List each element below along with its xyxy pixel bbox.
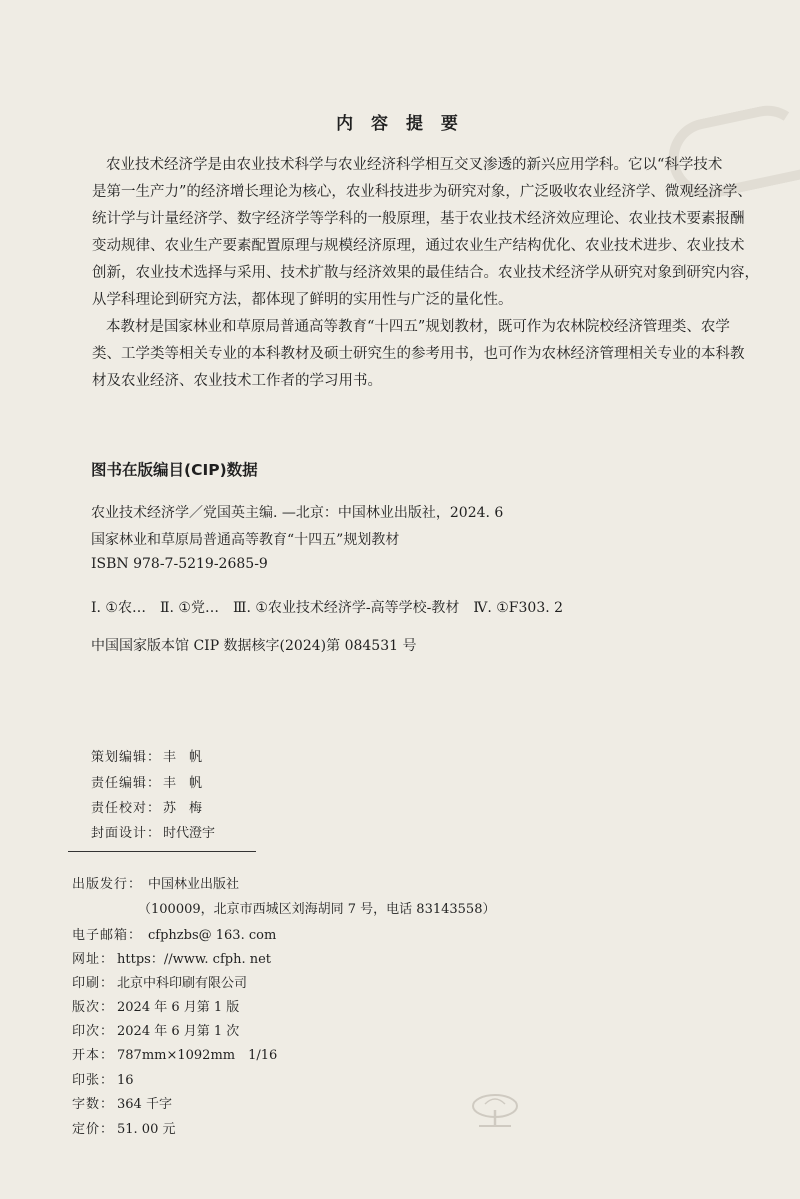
pub-row (72, 1069, 134, 1088)
credit-value: 苏 梅 (163, 801, 203, 816)
pub-row (72, 1020, 239, 1039)
pub-value: 787mm×1092mm 1/16 (117, 1048, 278, 1063)
cip-record-number: 中国国家版本馆 CIP 数据核字(2024)第 084531 号 (91, 638, 417, 654)
pub-value: 中国林业出版社 (148, 877, 240, 892)
summary-line: 农业技术经济学是由农业技术科学与农业经济科学相互交叉渗透的新兴应用学科。它以“科学技术 (106, 157, 723, 173)
pub-value: cfphzbs@ 163. com (148, 928, 277, 943)
pub-label: 印刷： (72, 976, 115, 991)
intro-line: 本教材是国家林业和草原局普通高等教育“十四五”规划教材，既可作为农林院校经济管理类、农学 (106, 319, 730, 335)
pub-label: 出版发行： (72, 877, 143, 892)
pub-value: 16 (117, 1073, 134, 1088)
pub-value: 51. 00 元 (117, 1122, 176, 1137)
pub-value: 364 千字 (117, 1097, 172, 1112)
pub-label: 开本： (72, 1048, 115, 1063)
pub-label: 印次： (72, 1024, 115, 1039)
credit-label: 策划编辑： (91, 750, 162, 765)
pub-value: 北京中科印刷有限公司 (117, 976, 248, 991)
summary-line: 从学科理论到研究方法，都体现了鲜明的实用性与广泛的量化性。 (92, 292, 513, 308)
cip-classification: Ⅰ. ①农… Ⅱ. ①党… Ⅲ. ①农业技术经济学-高等学校-教材 Ⅳ. ①F303. 2 (91, 600, 564, 616)
cip-line: 农业技术经济学／党国英主编. —北京：中国林业出版社，2024. 6 (91, 505, 504, 521)
credit-value: 丰 帆 (163, 776, 203, 791)
credit-value: 时代澄宇 (163, 826, 216, 841)
pub-row (72, 996, 239, 1015)
tree-logo-icon (455, 1092, 535, 1128)
pub-label: 版次： (72, 1000, 115, 1015)
pub-row (72, 924, 276, 943)
summary-heading: 内 容 提 要 (336, 114, 464, 134)
credit-row (91, 822, 215, 841)
pub-label: 网址： (72, 952, 115, 967)
cip-isbn: ISBN 978-7-5219-2685-9 (91, 556, 268, 572)
pub-row (72, 972, 247, 991)
intro-line: 类、工学类等相关专业的本科教材及硕士研究生的参考用书，也可作为农林经济管理相关专业的本科教 (92, 346, 745, 362)
pub-row (138, 898, 495, 917)
summary-line: 变动规律、农业生产要素配置原理与规模经济原理，通过农业生产结构优化、农业技术进步、农业技术 (92, 238, 745, 254)
credit-label: 封面设计： (91, 826, 162, 841)
pub-row (72, 1118, 175, 1137)
pub-value: 2024 年 6 月第 1 版 (117, 1000, 240, 1015)
pub-row (72, 948, 271, 967)
credit-row (91, 797, 202, 816)
pub-label: 印张： (72, 1073, 115, 1088)
pub-row (72, 1093, 172, 1112)
intro-line: 材及农业经济、农业技术工作者的学习用书。 (92, 373, 382, 389)
pub-label: 电子邮箱： (72, 928, 143, 943)
pub-label: 字数： (72, 1097, 115, 1112)
cip-title: 图书在版编目(CIP)数据 (91, 461, 258, 479)
pub-address: （100009，北京市西城区刘海胡同 7 号，电话 83143558） (138, 902, 496, 917)
pub-label: 定价： (72, 1122, 115, 1137)
pub-row (72, 873, 239, 892)
credit-label: 责任编辑： (91, 776, 162, 791)
summary-line: 是第一生产力”的经济增长理论为核心，农业科技进步为研究对象，广泛吸收农业经济学、微观经济学、 (92, 184, 752, 200)
pub-value: 2024 年 6 月第 1 次 (117, 1024, 240, 1039)
credit-value: 丰 帆 (163, 750, 203, 765)
summary-line: 创新，农业技术选择与采用、技术扩散与经济效果的最佳结合。农业技术经济学从研究对象到研究内容， (92, 265, 759, 281)
pub-row (72, 1044, 277, 1063)
cip-line: 国家林业和草原局普通高等教育“十四五”规划教材 (91, 532, 400, 548)
credit-label: 责任校对： (91, 801, 162, 816)
divider (68, 851, 256, 852)
credit-row (91, 772, 202, 791)
summary-line: 统计学与计量经济学、数字经济学等学科的一般原理，基于农业技术经济效应理论、农业技术要素报酬 (92, 211, 745, 227)
credit-row (91, 746, 202, 765)
pub-value: https：//www. cfph. net (117, 952, 272, 967)
